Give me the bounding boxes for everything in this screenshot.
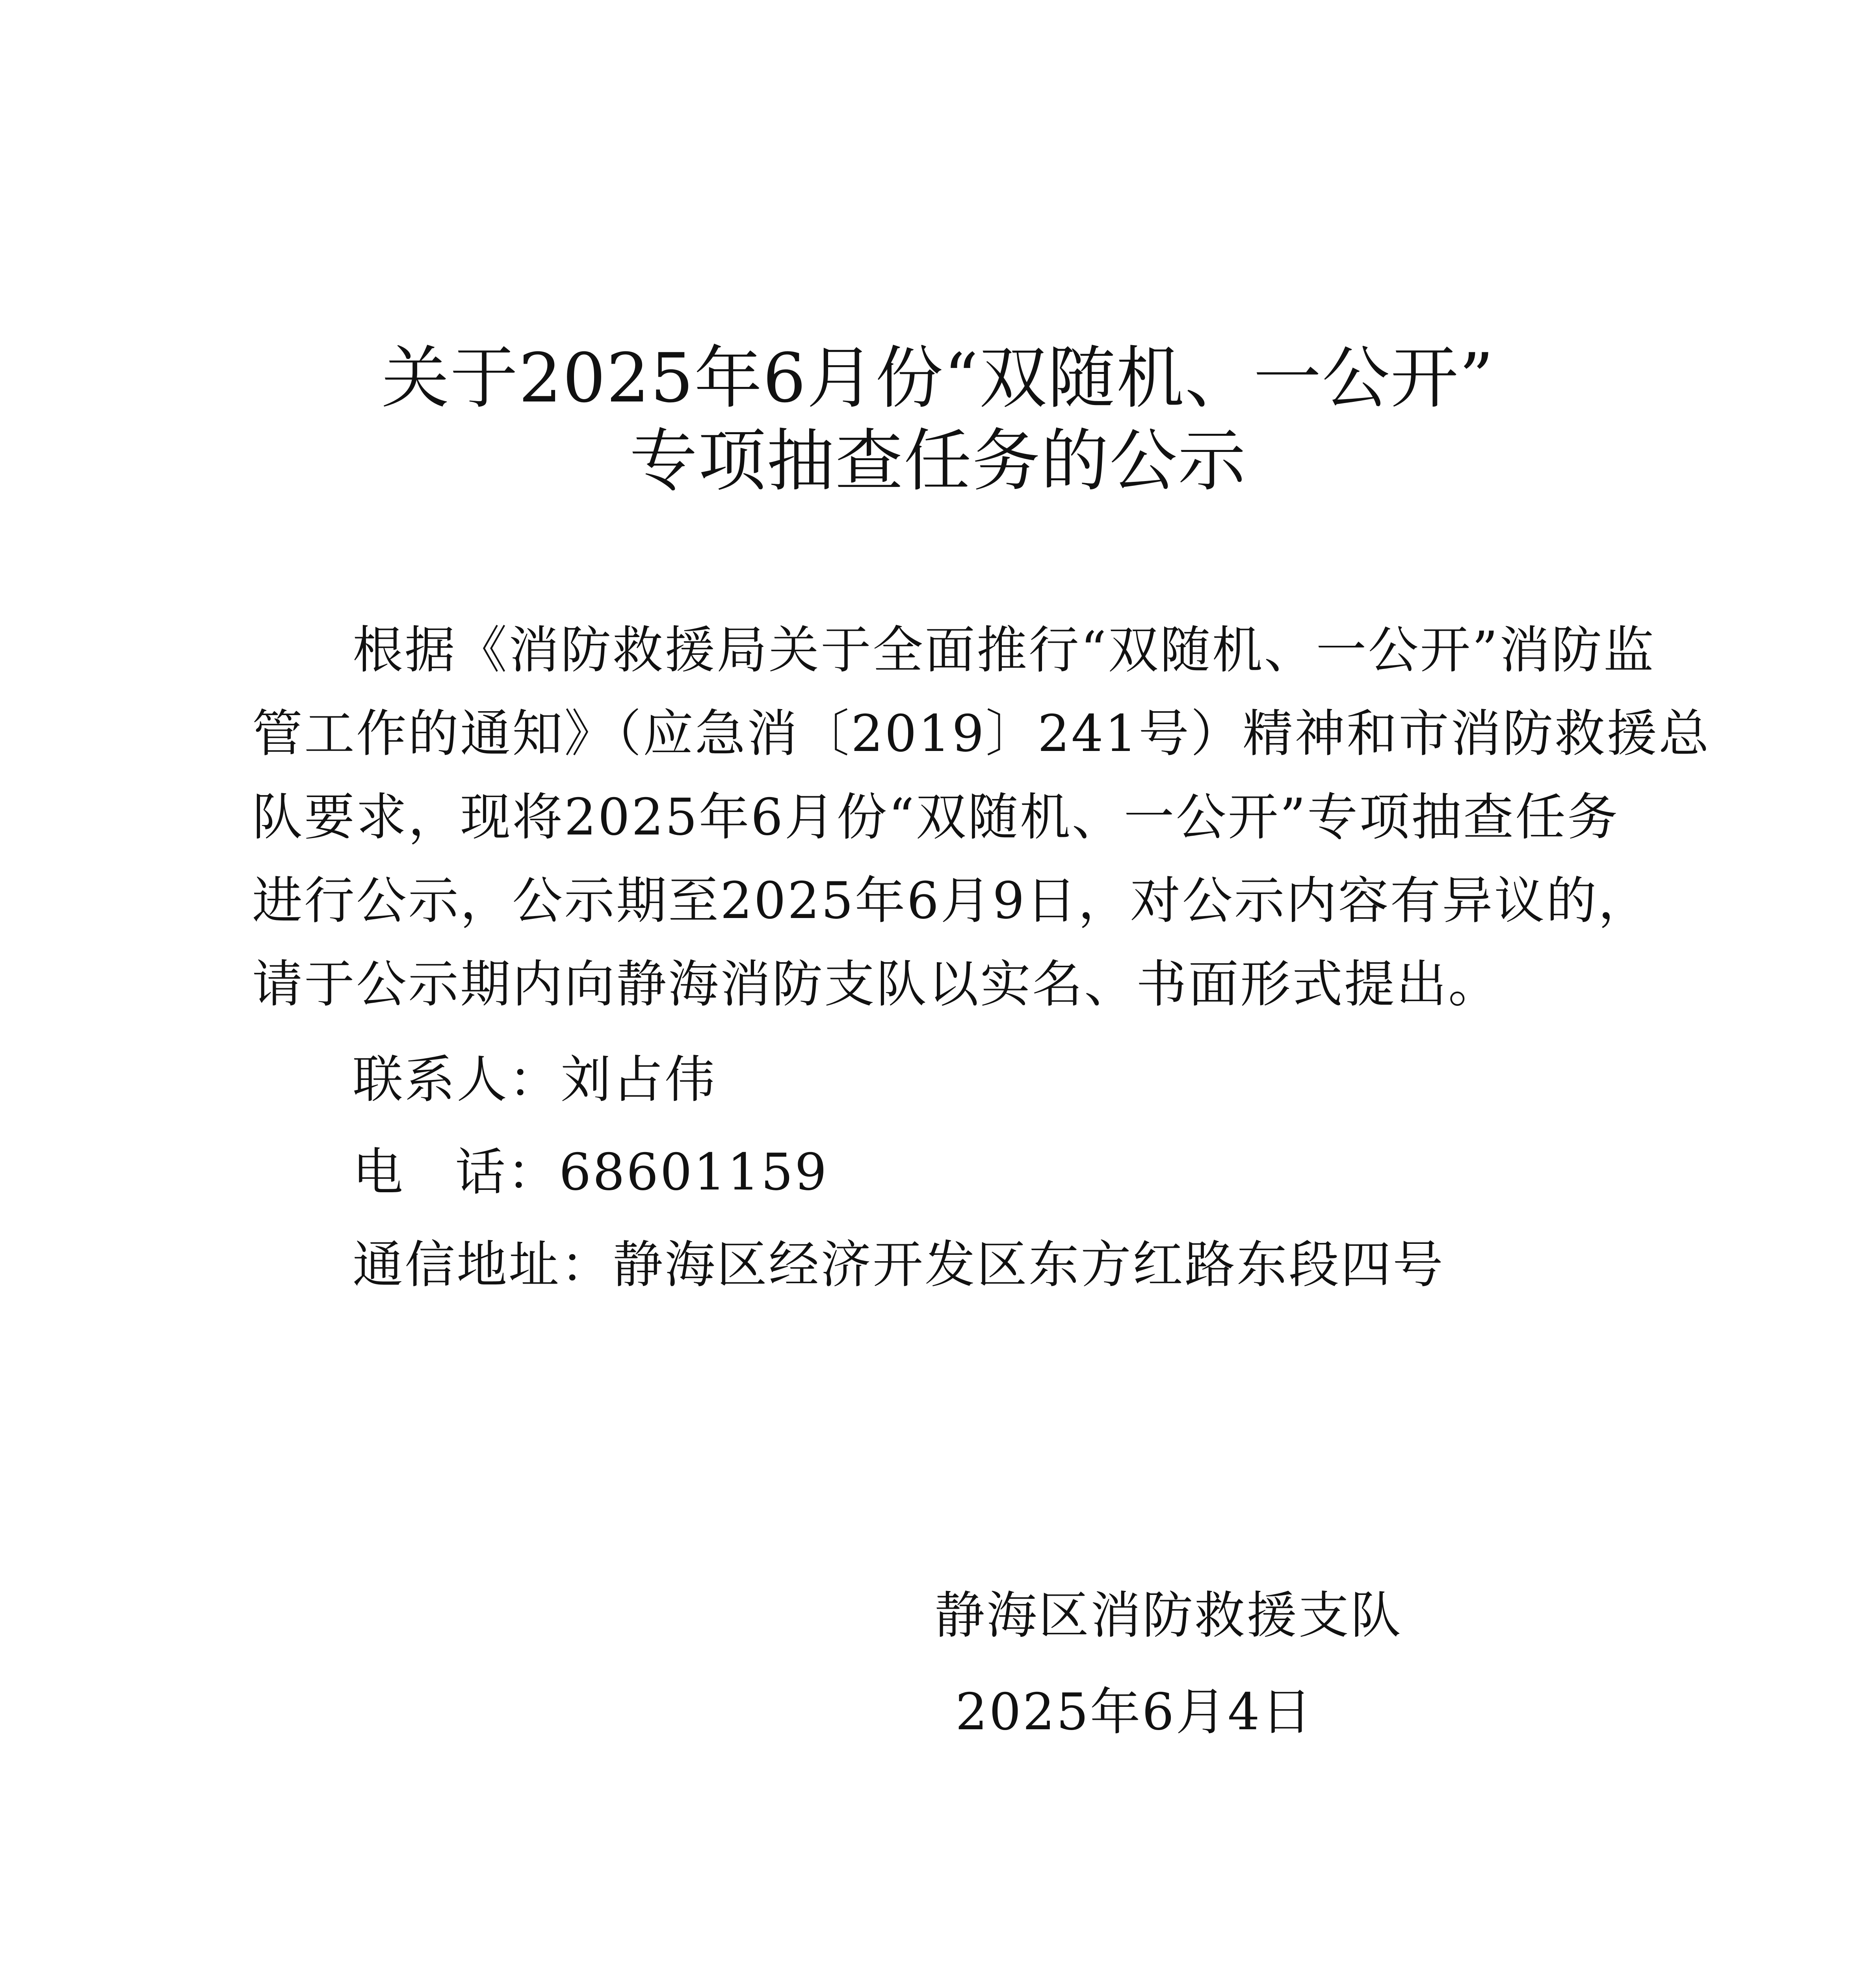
contact-phone-label-b: 话： bbox=[455, 1143, 559, 1202]
contact-phone-label-a: 电 bbox=[353, 1143, 405, 1202]
body-line-2: 管工作的通知》（应急消〔2019〕241号）精神和市消防救援总 bbox=[252, 704, 1711, 763]
signature-org: 静海区消防救援支队 bbox=[934, 1586, 1403, 1645]
contact-person-label: 联系人： bbox=[353, 1050, 561, 1109]
signature-date: 2025年6月4日 bbox=[955, 1683, 1313, 1741]
contact-phone bbox=[353, 1131, 828, 1214]
document-title-line-1: 关于2025年6月份“双随机、一公开” bbox=[381, 338, 1495, 418]
contact-phone-value: 68601159 bbox=[559, 1143, 828, 1202]
body-line-5: 请于公示期内向静海消防支队以实名、书面形式提出。 bbox=[252, 955, 1501, 1014]
body-line-3: 队要求，现将2025年6月份“双随机、一公开”专项抽查任务 bbox=[252, 788, 1620, 847]
contact-person bbox=[353, 1038, 717, 1122]
document-title-line-2: 专项抽查任务的公示 bbox=[630, 421, 1246, 500]
contact-address bbox=[353, 1223, 1445, 1307]
body-line-4: 进行公示，公示期至2025年6月9日，对公示内容有异议的， bbox=[252, 872, 1650, 930]
contact-address-value: 静海区经济开发区东方红路东段四号 bbox=[613, 1236, 1445, 1294]
body-line-1: 根据《消防救援局关于全面推行“双随机、一公开”消防监 bbox=[353, 621, 1655, 680]
contact-address-label: 通信地址： bbox=[353, 1236, 613, 1294]
contact-person-value: 刘占伟 bbox=[561, 1050, 717, 1109]
